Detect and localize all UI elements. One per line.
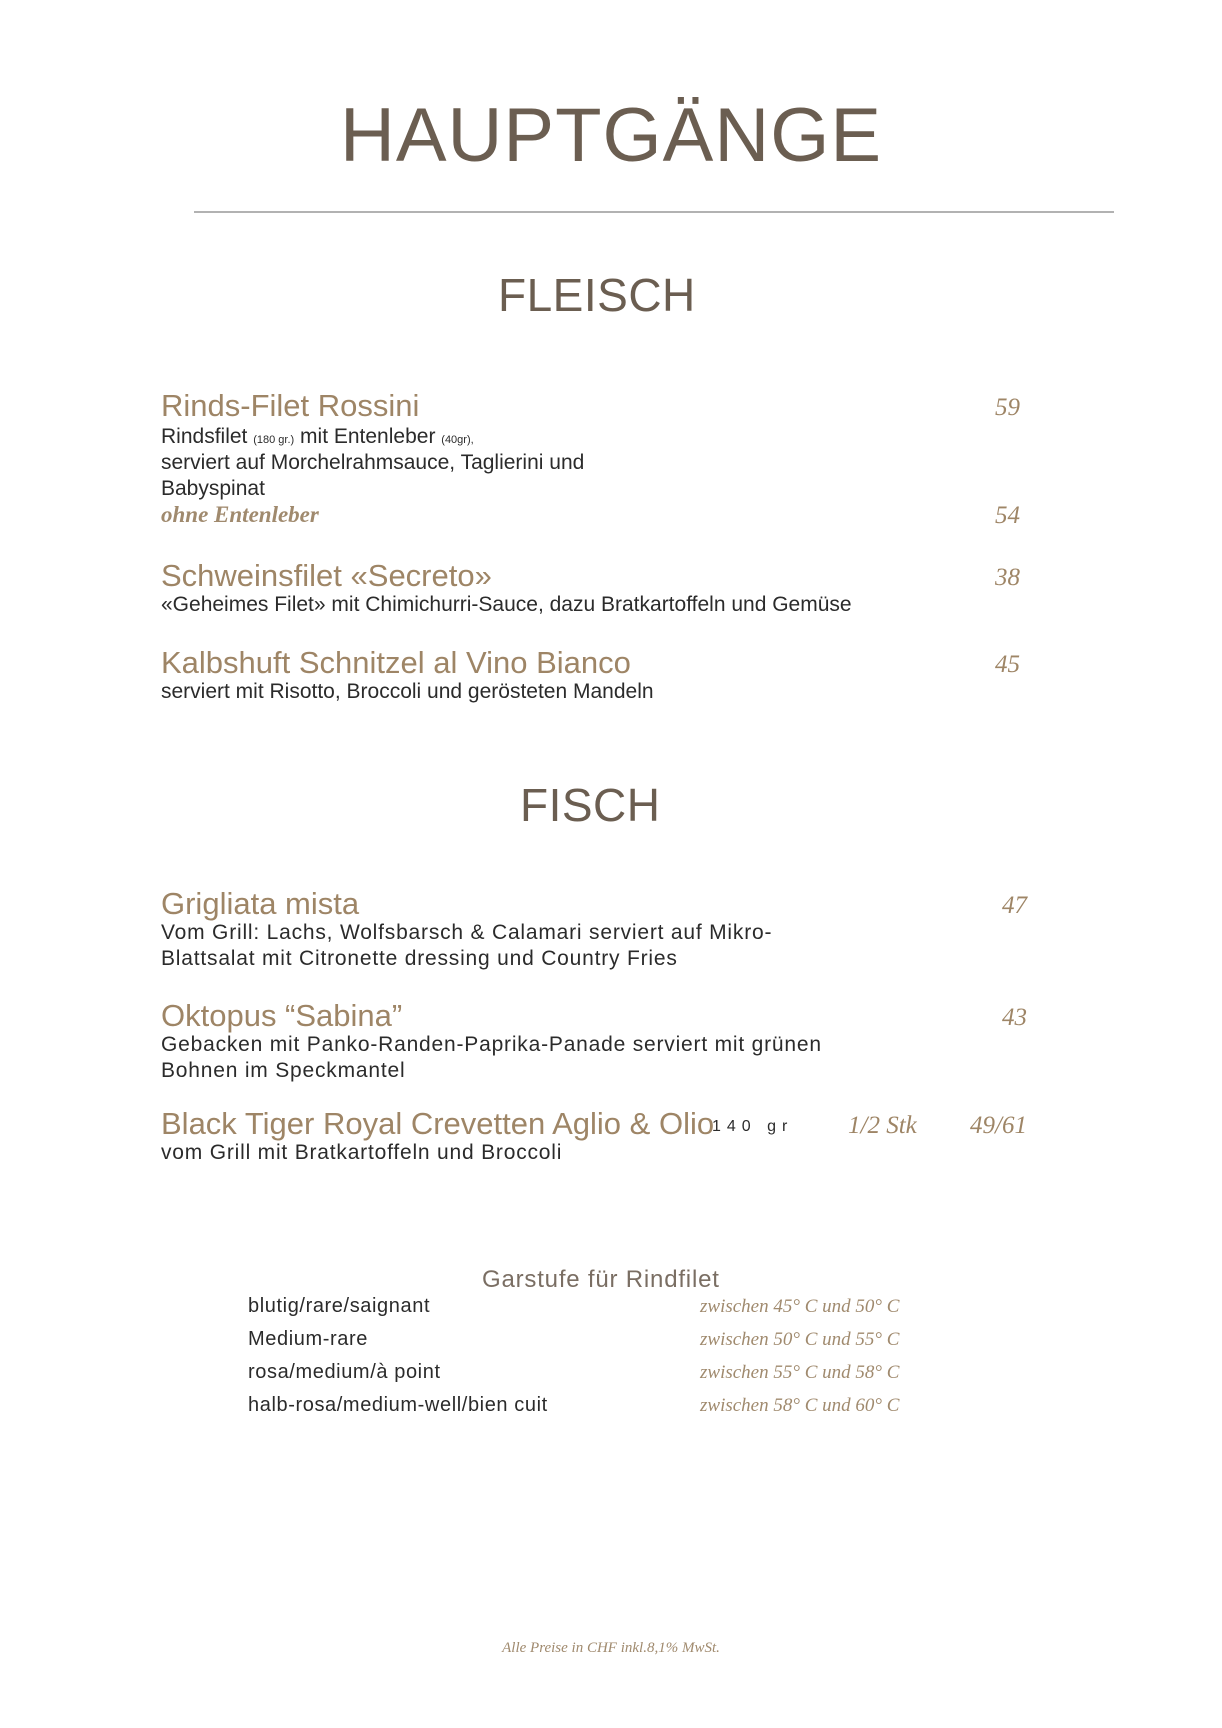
page-title: HAUPTGÄNGE	[339, 93, 883, 178]
dish-price: 47	[1002, 892, 1027, 919]
dish-description: vom Grill mit Bratkartoffeln und Broccoli	[161, 1141, 563, 1164]
dish-description-line: Vom Grill: Lachs, Wolfsbarsch & Calamari serviert auf Mikro-	[161, 921, 773, 944]
dish-name: Rinds-Filet Rossini	[161, 388, 420, 423]
dish-name: Grigliata mista	[161, 886, 360, 921]
dish-price: 45	[995, 651, 1020, 678]
dish-name: Black Tiger Royal Crevetten Aglio & Olio	[161, 1106, 715, 1141]
dish-price: 59	[995, 394, 1020, 421]
dish-variant: ohne Entenleber	[161, 502, 319, 527]
dish-price: 49/61	[970, 1112, 1027, 1139]
doneness-label: halb-rosa/medium-well/bien cuit	[248, 1394, 548, 1416]
dish-description-line: Gebacken mit Panko-Randen-Paprika-Panade serviert mit grünen	[161, 1033, 822, 1056]
dish-description-line: Bohnen im Speckmantel	[161, 1059, 406, 1082]
dish-portion: 1/2 Stk	[848, 1112, 917, 1139]
dish-description: Rindsfilet (180 gr.) mit Entenleber (40gr),	[161, 425, 474, 448]
section-title-fisch: FISCH	[520, 779, 661, 831]
dish-description-line: Babyspinat	[161, 477, 265, 500]
dish-weight: 140 gr	[712, 1118, 794, 1135]
dish-description: serviert mit Risotto, Broccoli und gerösteten Mandeln	[161, 680, 654, 703]
title-divider	[194, 211, 1114, 213]
doneness-label: rosa/medium/à point	[248, 1361, 441, 1383]
dish-name: Kalbshuft Schnitzel al Vino Bianco	[161, 645, 631, 680]
price-footnote: Alle Preise in CHF inkl.8,1% MwSt.	[502, 1640, 720, 1656]
dish-description: «Geheimes Filet» mit Chimichurri-Sauce, dazu Bratkartoffeln und Gemüse	[161, 593, 852, 616]
dish-description-line: serviert auf Morchelrahmsauce, Taglierini und	[161, 451, 585, 474]
dish-name: Oktopus “Sabina”	[161, 998, 403, 1033]
doneness-title: Garstufe für Rindfilet	[482, 1266, 720, 1293]
dish-price: 43	[1002, 1004, 1027, 1031]
doneness-temperature: zwischen 58° C und 60° C	[700, 1395, 900, 1416]
dish-price: 38	[995, 564, 1020, 591]
dish-name: Schweinsfilet «Secreto»	[161, 558, 492, 593]
section-title-fleisch: FLEISCH	[498, 269, 696, 321]
doneness-label: blutig/rare/saignant	[248, 1295, 431, 1317]
doneness-temperature: zwischen 55° C und 58° C	[700, 1362, 900, 1383]
dish-description-line: Blattsalat mit Citronette dressing und Country Fries	[161, 947, 678, 970]
doneness-label: Medium-rare	[248, 1328, 368, 1350]
doneness-temperature: zwischen 50° C und 55° C	[700, 1329, 900, 1350]
doneness-temperature: zwischen 45° C und 50° C	[700, 1296, 900, 1317]
dish-variant-price: 54	[995, 502, 1020, 529]
